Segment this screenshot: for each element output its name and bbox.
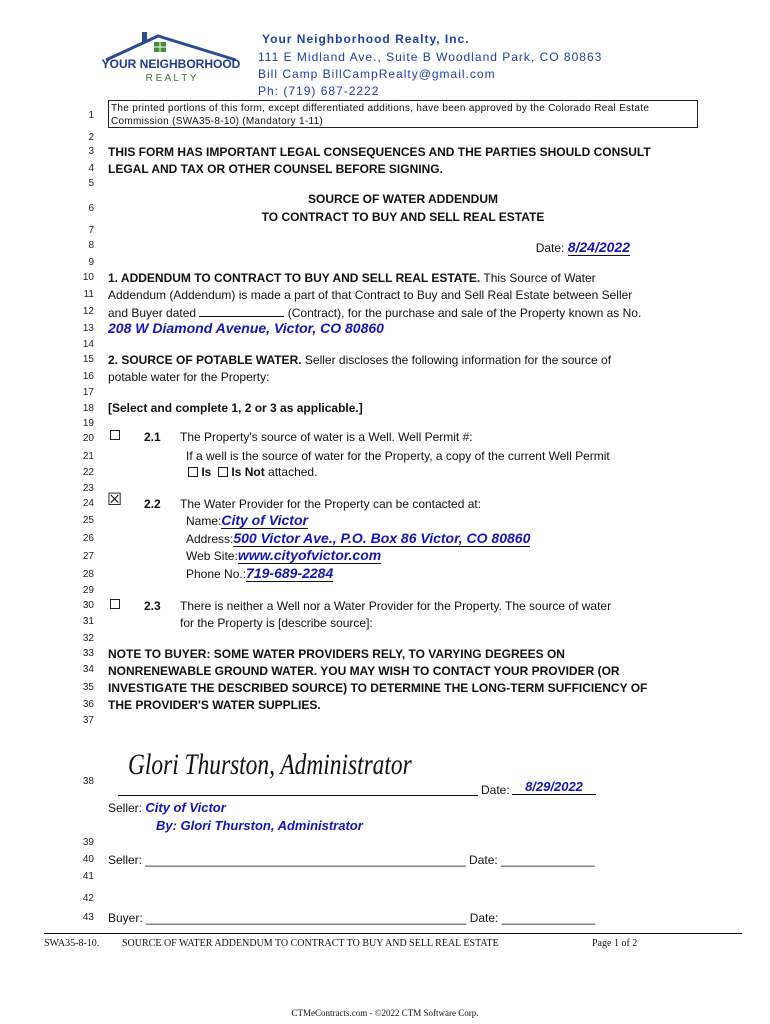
option-2-2-checkbox[interactable]: ☒ [107, 490, 123, 510]
line-number: 11 [83, 289, 94, 300]
realty-phone: Ph: (719) 687-2222 [258, 84, 380, 98]
section1-heading: 1. ADDENDUM TO CONTRACT TO BUY AND SELL REAL ESTATE. [108, 271, 481, 285]
line-number: 12 [82, 306, 94, 317]
footer-copyright: CTMeContracts.com - ©2022 CTM Software Corp. [291, 1008, 479, 1018]
line-number: 41 [82, 871, 94, 882]
line-number: 36 [82, 699, 94, 710]
date-value: 8/24/2022 [567, 239, 630, 255]
section2-heading: 2. SOURCE OF POTABLE WATER. [108, 353, 302, 367]
line-number: 13 [82, 323, 94, 334]
line-number: 3 [88, 146, 94, 157]
buyer-line: Buyer: ________________________________________________ Date: ______________ [108, 911, 596, 925]
line-number: 2 [88, 132, 94, 143]
provider-phone-row [186, 565, 333, 581]
line-number: 25 [82, 515, 94, 526]
line-number: 17 [82, 387, 94, 398]
line-number: 18 [82, 403, 94, 414]
option-2-1-number: 2.1 [144, 430, 161, 444]
provider-address-label: Address: [186, 532, 234, 546]
line-number: 8 [88, 240, 94, 251]
permit-is-not-checkbox[interactable] [218, 467, 228, 477]
signature-date-label: Date: [481, 783, 510, 797]
provider-name-row [186, 512, 308, 528]
provider-name-label: Name: [186, 514, 222, 528]
provider-address-row [186, 530, 530, 546]
date-label: Date: [535, 241, 568, 255]
line-number: 15 [82, 354, 94, 365]
line-number: 9 [88, 257, 94, 268]
buyer-dated-label: and Buyer dated [108, 306, 197, 320]
realty-logo [96, 30, 246, 92]
seller-signer: By: Glori Thurston, Administrator [156, 818, 363, 833]
signature-line [118, 795, 478, 796]
note-line2: NONRENEWABLE GROUND WATER. YOU MAY WISH TO CONTACT YOUR PROVIDER (OR [108, 664, 620, 678]
note-line4: THE PROVIDER'S WATER SUPPLIES. [108, 698, 321, 712]
seller-label: Seller: [108, 801, 146, 815]
contract-date-blank [199, 305, 284, 317]
seller-name: City of Victor [145, 800, 226, 815]
line-number: 26 [82, 533, 94, 544]
line-number: 30 [82, 600, 94, 611]
provider-phone: 719-689-2284 [246, 565, 334, 581]
line-number: 21 [82, 451, 94, 462]
section1-line2: Addendum (Addendum) is made a part of that Contract to Buy and Sell Real Estate between Seller [108, 288, 633, 302]
option-2-3-checkbox[interactable] [110, 599, 120, 609]
provider-name: City of Victor [221, 512, 308, 528]
footer-rule [44, 933, 742, 934]
realty-name: Your Neighborhood Realty, Inc. [262, 32, 470, 46]
footer-title: SOURCE OF WATER ADDENDUM TO CONTRACT TO BUY AND SELL REAL ESTATE [122, 938, 499, 949]
provider-address: 500 Victor Ave., P.O. Box 86 Victor, CO 80860 [233, 530, 531, 546]
warning-line1: THIS FORM HAS IMPORTANT LEGAL CONSEQUENCES AND THE PARTIES SHOULD CONSULT [108, 145, 651, 159]
option-2-1-checkbox[interactable] [110, 430, 120, 440]
note-line3: INVESTIGATE THE DESCRIBED SOURCE) TO DETERMINE THE LONG-TERM SUFFICIENCY OF [108, 681, 648, 695]
permit-is-checkbox[interactable] [188, 467, 198, 477]
approval-line1: The printed portions of this form, except differentiated additions, have been approved by the Colorado Real Estate [111, 103, 650, 114]
provider-web: www.cityofvictor.com [237, 547, 382, 563]
select-instruction: [Select and complete 1, 2 or 3 as applicable.] [108, 401, 363, 415]
line-number: 35 [82, 682, 94, 693]
warning-line2: LEGAL AND TAX OR OTHER COUNSEL BEFORE SIGNING. [108, 162, 443, 176]
line-number: 5 [88, 178, 94, 189]
logo-line2: R E A L T Y [145, 73, 197, 84]
footer-code: SWA35-8-10. [44, 938, 100, 949]
provider-phone-label: Phone No.: [186, 567, 247, 581]
option-2-3-line2: for the Property is [describe source]: [180, 616, 373, 630]
line-number: 38 [82, 776, 94, 787]
line-number: 16 [82, 371, 94, 382]
permit-is-label: Is [201, 465, 212, 479]
section1-line3 [108, 305, 641, 320]
signature-date: 8/29/2022 [512, 779, 596, 795]
line-number: 7 [88, 225, 94, 236]
line-number: 34 [82, 664, 94, 675]
line-number: 14 [82, 339, 94, 350]
property-address: 208 W Diamond Avenue, Victor, CO 80860 [108, 320, 384, 336]
line-number: 27 [82, 551, 94, 562]
option-2-2-number: 2.2 [144, 497, 161, 511]
attached-text: attached. [264, 465, 318, 479]
seller-row [108, 800, 226, 815]
line-number: 28 [82, 569, 94, 580]
option-2-3-text: There is neither a Well nor a Water Provider for the Property. The source of water [180, 599, 612, 613]
line-number: 40 [82, 854, 94, 865]
line-number: 23 [82, 483, 94, 494]
option-2-1-line2: If a well is the source of water for the Property, a copy of the current Well Permit [186, 449, 610, 463]
realty-address: 111 E Midland Ave., Suite B Woodland Park, CO 80863 [258, 50, 603, 64]
line-number: 39 [82, 837, 94, 848]
option-2-2-text: The Water Provider for the Property can be contacted at: [180, 497, 482, 511]
addendum-date [536, 239, 630, 255]
well-permit-attached [188, 465, 317, 479]
line-number: 33 [82, 648, 94, 659]
line-number: 10 [82, 272, 94, 283]
seller-signature: Glori Thurston, Administrator [128, 748, 412, 781]
section1-text1: This Source of Water [480, 271, 596, 285]
note-line1: NOTE TO BUYER: SOME WATER PROVIDERS RELY, TO VARYING DEGREES ON [108, 647, 565, 661]
line-number: 4 [88, 163, 94, 174]
section1-line3-rest: (Contract), for the purchase and sale of the Property known as No. [287, 306, 642, 320]
form-title-line1: SOURCE OF WATER ADDENDUM [308, 192, 498, 206]
section2-text1: Seller discloses the following information for the source of [301, 353, 612, 367]
line-number: 20 [82, 433, 94, 444]
line-number: 31 [82, 616, 94, 627]
realty-contact: Bill Camp BillCampRealty@gmail.com [258, 67, 496, 81]
line-number: 32 [82, 633, 94, 644]
section2-line2: potable water for the Property: [108, 370, 270, 384]
line-number: 29 [82, 585, 94, 596]
seller2-line: Seller: ________________________________________________ Date: ______________ [108, 853, 595, 867]
option-2-3-number: 2.3 [144, 599, 161, 613]
line-number: 43 [82, 912, 94, 923]
permit-is-not-label: Is Not [231, 465, 265, 479]
approval-box [108, 100, 698, 128]
line-number: 37 [82, 715, 94, 726]
footer-page: Page 1 of 2 [592, 938, 638, 949]
line-number: 19 [82, 418, 94, 429]
line-number: 24 [82, 498, 94, 509]
option-2-1-text: The Property's source of water is a Well. Well Permit #: [180, 430, 473, 444]
section1-line1 [108, 271, 596, 285]
provider-web-row [186, 547, 381, 563]
line-number: 42 [82, 893, 94, 904]
form-title-line2: TO CONTRACT TO BUY AND SELL REAL ESTATE [261, 210, 545, 224]
line-number: 1 [88, 110, 94, 121]
section2-line1 [108, 353, 611, 367]
logo-line1: YOUR NEIGHBORHOOD [101, 57, 241, 71]
provider-web-label: Web Site: [186, 549, 238, 563]
line-number: 22 [82, 467, 94, 478]
line-number: 6 [88, 203, 94, 214]
approval-line2: Commission (SWA35-8-10) (Mandatory 1-11) [111, 116, 324, 127]
